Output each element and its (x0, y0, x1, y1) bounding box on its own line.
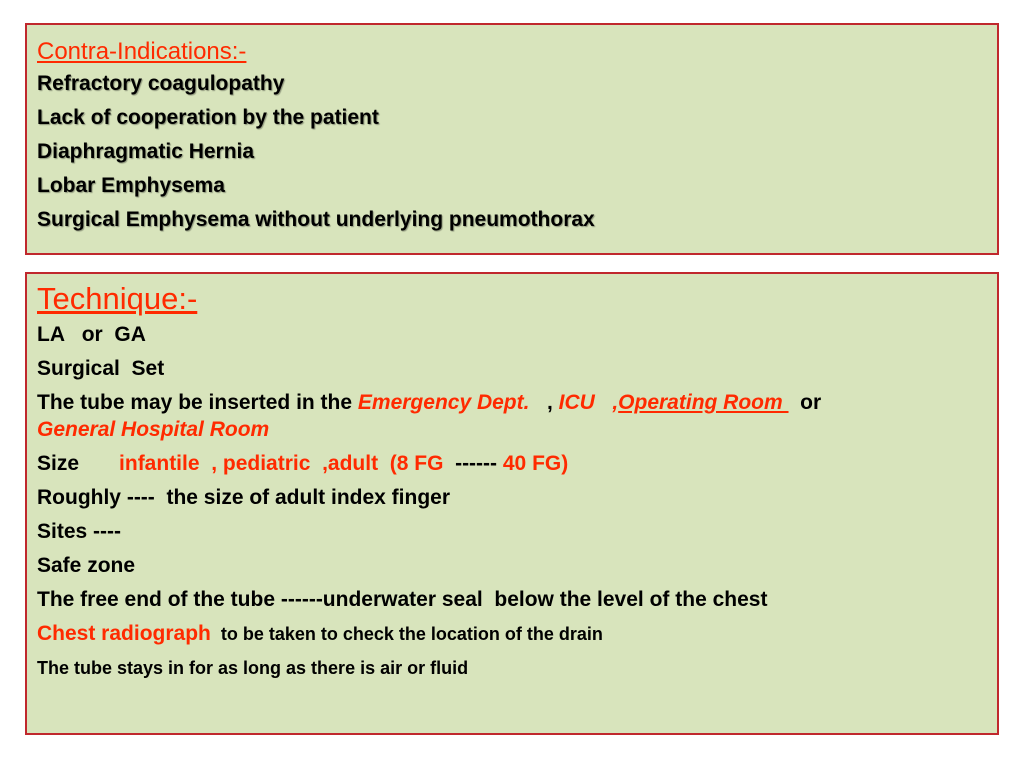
location-general-hospital: General Hospital Room (37, 418, 270, 441)
sites-line: Sites ---- (37, 520, 121, 543)
contra-item-surgical-emphysema: Surgical Emphysema without underlying pneumothorax (37, 208, 595, 231)
tube-prefix: The tube may be inserted in the (37, 391, 358, 414)
size-dash: ------ (443, 452, 503, 475)
tube-stays-line: The tube stays in for as long as there is air or fluid (37, 658, 469, 678)
location-emergency: Emergency Dept. (357, 391, 530, 414)
contra-item-lobar-emphysema: Lobar Emphysema (37, 174, 225, 197)
size-line (37, 447, 987, 481)
size-label: Size (37, 452, 80, 475)
location-operating-room: Operating Room (618, 391, 789, 414)
free-end-line: The free end of the tube ------underwater seal below the level of the chest (37, 588, 768, 611)
surgical-set-line: Surgical Set (37, 357, 165, 380)
size-max: 40 FG) (502, 452, 569, 475)
location-icu: ICU (558, 391, 595, 414)
radiograph-label: Chest radiograph (37, 622, 211, 645)
contra-indications-box (25, 23, 999, 255)
radiograph-line (37, 617, 987, 651)
roughly-line: Roughly ---- the size of adult index finger (37, 486, 450, 509)
safe-zone-line: Safe zone (37, 554, 136, 577)
technique-heading: Technique:- (37, 281, 198, 316)
location-sep-2: , (594, 391, 619, 414)
contra-item-coagulopathy: Refractory coagulopathy (37, 72, 285, 95)
contra-item-cooperation: Lack of cooperation by the patient (37, 106, 379, 129)
contra-heading: Contra-Indications:- (37, 38, 247, 65)
contra-item-hernia: Diaphragmatic Hernia (37, 140, 255, 163)
tube-location-line (37, 386, 987, 447)
location-sep-1: , (529, 391, 559, 414)
size-values: infantile , pediatric ,adult (8 FG (119, 452, 444, 475)
technique-box (25, 272, 999, 735)
radiograph-rest: to be taken to check the location of the drain (210, 624, 603, 644)
location-or: or (788, 391, 828, 414)
anesthesia-line: LA or GA (37, 323, 146, 346)
